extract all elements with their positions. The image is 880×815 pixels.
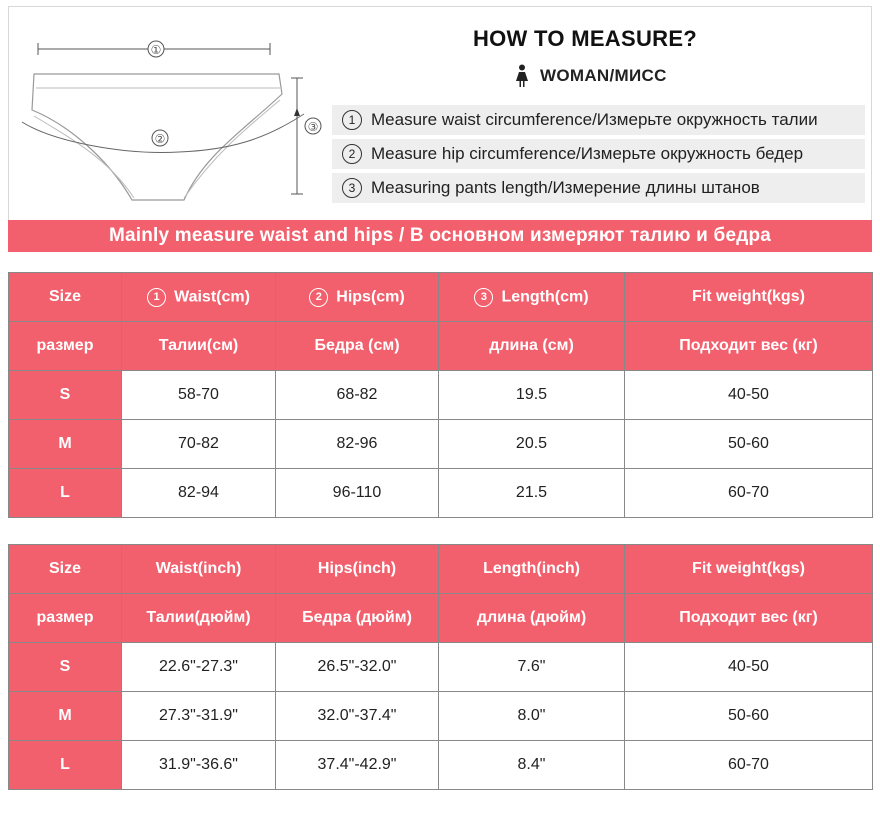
table-cell: 60-70 xyxy=(625,469,873,518)
diagram-marker-2: ② xyxy=(154,132,166,146)
column-header xyxy=(439,545,625,594)
page-title: HOW TO MEASURE? xyxy=(472,26,698,51)
header-label: Size xyxy=(48,560,81,577)
table-row xyxy=(9,643,873,692)
diagram-marker-1: ① xyxy=(150,43,162,57)
table-cell: 7.6" xyxy=(439,643,625,692)
header-label: Length(inch) xyxy=(483,560,580,577)
table-cell: 20.5 xyxy=(439,420,625,469)
size-table-cm xyxy=(8,272,873,518)
column-header-ru: Подходит вес (кг) xyxy=(625,322,873,371)
header-row-en xyxy=(9,545,873,594)
table-cell: 8.0" xyxy=(439,692,625,741)
instruction-waist xyxy=(332,105,865,135)
column-header-ru: длина (см) xyxy=(439,322,625,371)
size-label: L xyxy=(9,469,122,518)
size-table-inch xyxy=(8,544,873,790)
size-label: S xyxy=(9,371,122,420)
table-cell: 8.4" xyxy=(439,741,625,790)
table-cell: 96-110 xyxy=(276,469,439,518)
table-row xyxy=(9,741,873,790)
column-header-ru: длина (дюйм) xyxy=(439,594,625,643)
panties-diagram xyxy=(14,30,334,215)
table-cell: 60-70 xyxy=(625,741,873,790)
table-cell: 22.6"-27.3" xyxy=(122,643,276,692)
diagram-marker-3: ③ xyxy=(307,120,319,134)
measure-banner: Mainly measure waist and hips / В основном измеряют талию и бедра xyxy=(8,220,872,252)
table-cell: 50-60 xyxy=(625,420,873,469)
column-header xyxy=(122,273,276,322)
column-header-ru: Подходит вес (кг) xyxy=(625,594,873,643)
column-header xyxy=(276,545,439,594)
header-label: Size xyxy=(48,288,81,305)
table-cell: 40-50 xyxy=(625,371,873,420)
header-label: Waist(cm) xyxy=(174,288,250,306)
header-label: Length(cm) xyxy=(501,288,589,306)
table-row xyxy=(9,469,873,518)
table-cell: 26.5"-32.0" xyxy=(276,643,439,692)
table-cell: 58-70 xyxy=(122,371,276,420)
column-header xyxy=(122,545,276,594)
column-header-ru: Талии(дюйм) xyxy=(122,594,276,643)
column-header xyxy=(9,273,122,322)
header-row-ru xyxy=(9,322,873,371)
gender-row xyxy=(514,62,667,90)
column-header-ru: Бедра (см) xyxy=(276,322,439,371)
header-number: 3 xyxy=(474,288,493,307)
woman-icon xyxy=(514,64,530,88)
table-cell: 21.5 xyxy=(439,469,625,518)
header-label: Fit weight(kgs) xyxy=(692,288,805,305)
instruction-text: Measuring pants length/Измерение длины штанов xyxy=(371,178,760,197)
instruction-number: 3 xyxy=(342,178,362,198)
column-header-ru: Бедра (дюйм) xyxy=(276,594,439,643)
size-label: L xyxy=(9,741,122,790)
header-row-ru xyxy=(9,594,873,643)
instruction-text: Measure hip circumference/Измерьте окружность бедер xyxy=(371,144,804,163)
column-header-ru: размер xyxy=(9,594,122,643)
column-header xyxy=(439,273,625,322)
table-cell: 82-96 xyxy=(276,420,439,469)
size-label: M xyxy=(9,692,122,741)
table-cell: 40-50 xyxy=(625,643,873,692)
header-label: Waist(inch) xyxy=(155,560,242,577)
table-cell: 50-60 xyxy=(625,692,873,741)
column-header xyxy=(625,545,873,594)
header-row-en xyxy=(9,273,873,322)
instruction-hips xyxy=(332,139,865,169)
table-cell: 68-82 xyxy=(276,371,439,420)
instruction-number: 2 xyxy=(342,144,362,164)
header-label: Hips(cm) xyxy=(336,288,405,306)
table-cell: 31.9"-36.6" xyxy=(122,741,276,790)
column-header xyxy=(9,545,122,594)
gender-label: WOMAN/МИСС xyxy=(540,66,667,85)
size-label: M xyxy=(9,420,122,469)
table-row xyxy=(9,692,873,741)
table-cell: 27.3"-31.9" xyxy=(122,692,276,741)
instruction-length xyxy=(332,173,865,203)
table-row xyxy=(9,420,873,469)
column-header xyxy=(625,273,873,322)
header-number: 2 xyxy=(309,288,328,307)
size-label: S xyxy=(9,643,122,692)
column-header-ru: Талии(см) xyxy=(122,322,276,371)
table-cell: 82-94 xyxy=(122,469,276,518)
column-header-ru: размер xyxy=(9,322,122,371)
header-label: Fit weight(kgs) xyxy=(692,560,805,577)
header-label: Hips(inch) xyxy=(317,560,397,577)
table-cell: 37.4"-42.9" xyxy=(276,741,439,790)
instruction-text: Measure waist circumference/Измерьте окружность талии xyxy=(371,110,818,129)
column-header xyxy=(276,273,439,322)
instruction-number: 1 xyxy=(342,110,362,130)
header-number: 1 xyxy=(147,288,166,307)
table-cell: 19.5 xyxy=(439,371,625,420)
table-cell: 32.0"-37.4" xyxy=(276,692,439,741)
table-row xyxy=(9,371,873,420)
table-cell: 70-82 xyxy=(122,420,276,469)
